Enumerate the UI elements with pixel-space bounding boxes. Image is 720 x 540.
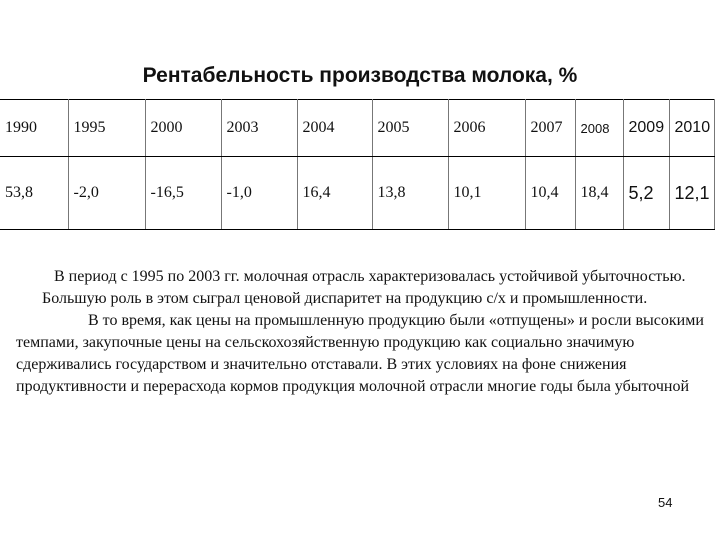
year-cell: 2003 (221, 100, 297, 157)
paragraph-3: В то время, как цены на промышленную продукцию были «отпущены» и росли высокими темпами, закупочные цены на сельскохозяйственную продукцию как социально значимую сдерживались государством и значительно отставали. В этих условиях на фоне снижения продуктивности и перерасхода кормов продукция молочной отрасли многие годы была убыточной (16, 312, 704, 395)
year-cell: 2008 (575, 100, 623, 157)
year-cell: 2005 (372, 100, 448, 157)
value-cell: 13,8 (372, 157, 448, 230)
value-cell: 53,8 (0, 157, 68, 230)
year-cell: 1990 (0, 100, 68, 157)
slide-title: Рентабельность производства молока, % (142, 64, 578, 87)
value-cell: 5,2 (623, 157, 669, 230)
year-cell: 2004 (297, 100, 372, 157)
value-cell: -16,5 (145, 157, 221, 230)
table-row-values (0, 157, 714, 230)
value-cell: 18,4 (575, 157, 623, 230)
value-cell: 16,4 (297, 157, 372, 230)
year-cell: 2007 (525, 100, 575, 157)
paragraph-2: Большую роль в этом сыграл ценовой диспаритет на продукцию с/х и промышленности. (42, 290, 648, 307)
paragraph-1: В период с 1995 по 2003 гг. молочная отрасль характеризовалась устойчивой убыточностью. (54, 268, 686, 285)
page-number: 54 (658, 495, 673, 510)
year-cell: 1995 (68, 100, 145, 157)
year-cell: 2000 (145, 100, 221, 157)
year-cell: 2009 (623, 100, 669, 157)
value-cell: -2,0 (68, 157, 145, 230)
value-cell: 12,1 (669, 157, 714, 230)
year-cell: 2006 (448, 100, 525, 157)
profitability-table (0, 99, 715, 230)
year-cell: 2010 (669, 100, 714, 157)
value-cell: -1,0 (221, 157, 297, 230)
table-row-years (0, 100, 714, 157)
value-cell: 10,1 (448, 157, 525, 230)
value-cell: 10,4 (525, 157, 575, 230)
body-text (16, 266, 708, 398)
